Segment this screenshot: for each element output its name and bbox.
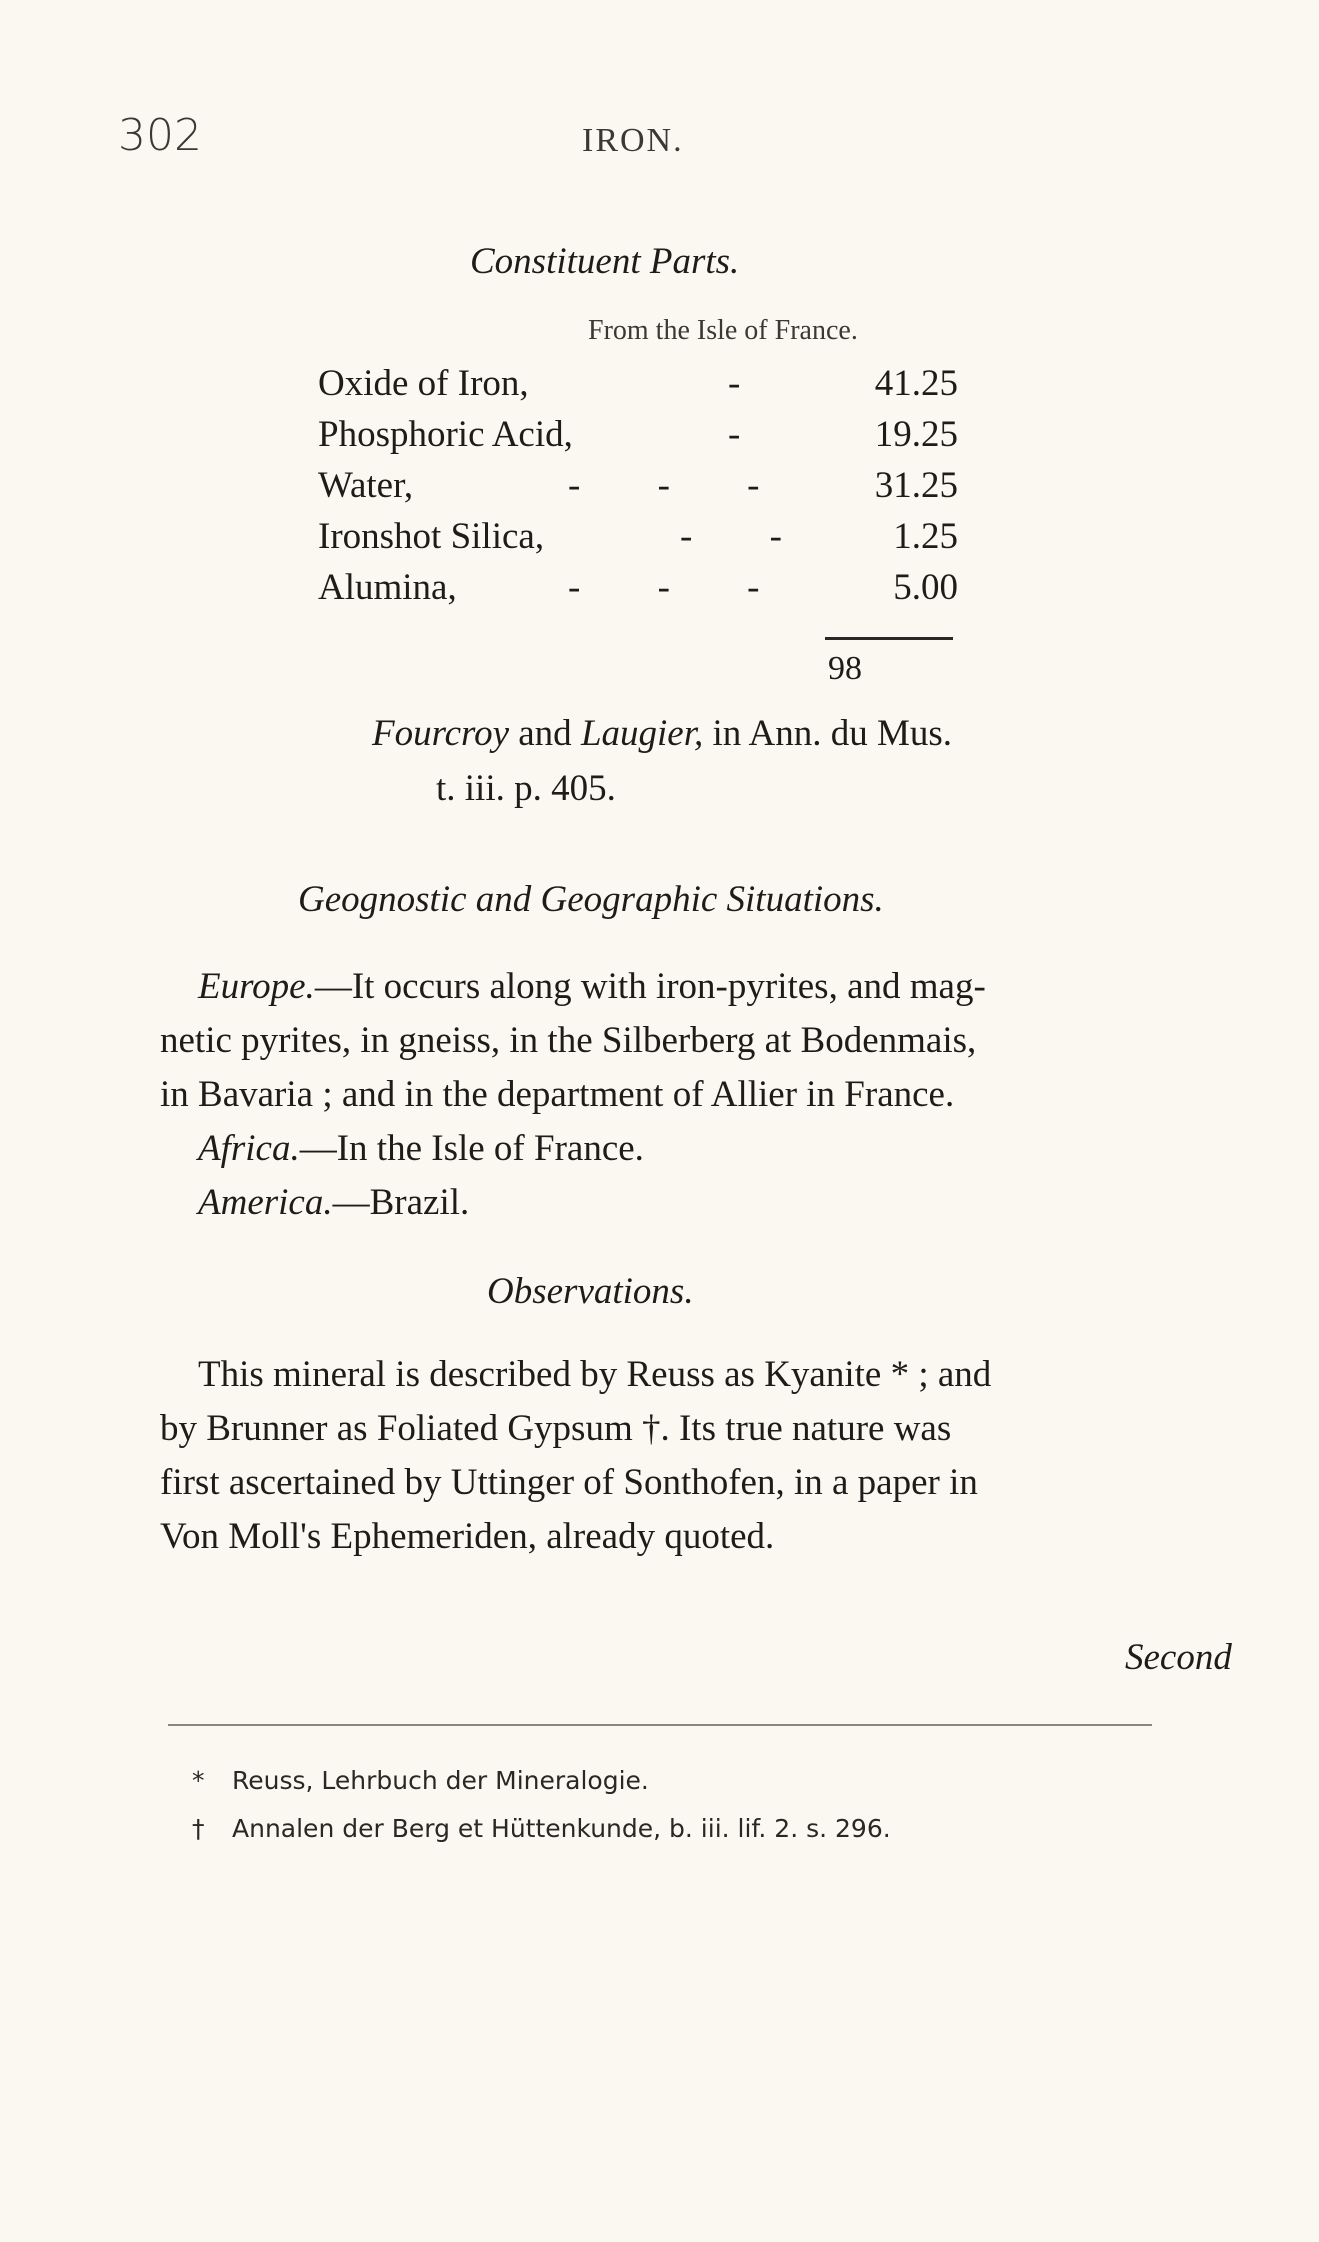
row-dashes-phosphoric-acid: - xyxy=(728,414,775,455)
catchword: Second xyxy=(1125,1637,1232,1678)
observations-line-4: Von Moll's Ephemeriden, already quoted. xyxy=(160,1516,775,1557)
running-title: IRON. xyxy=(582,122,684,159)
observations-line-2: by Brunner as Foliated Gypsum †. Its true nature was xyxy=(160,1408,952,1449)
citation-author-laugier: Laugier, xyxy=(580,713,704,754)
europe-label: Europe. xyxy=(198,966,315,1007)
source-label: From the Isle of France. xyxy=(588,315,858,346)
row-value-ironshot-silica: 1.25 xyxy=(893,516,958,557)
constituent-parts-heading: Constituent Parts. xyxy=(470,241,740,282)
america-label: America. xyxy=(198,1182,333,1223)
citation-and: and xyxy=(509,713,581,754)
row-name-ironshot-silica: Ironshot Silica, xyxy=(318,516,545,557)
row-value-phosphoric-acid: 19.25 xyxy=(874,414,958,455)
africa-label: Africa. xyxy=(198,1128,300,1169)
footnote-mark-asterisk: * xyxy=(192,1766,205,1795)
page-number: 302 xyxy=(118,110,202,161)
row-value-water: 31.25 xyxy=(874,465,958,506)
observations-line-1: This mineral is described by Reuss as Kyanite * ; and xyxy=(198,1354,992,1395)
citation-line-2: t. iii. p. 405. xyxy=(436,768,616,809)
total-value: 98 xyxy=(828,650,862,687)
footnote-2 xyxy=(192,1814,891,1843)
citation-author-fourcroy: Fourcroy xyxy=(372,713,509,754)
citation-journal: in Ann. du Mus. xyxy=(703,713,953,754)
america-text: —Brazil. xyxy=(332,1182,470,1223)
africa-text: —In the Isle of France. xyxy=(299,1128,644,1169)
row-value-oxide-of-iron: 41.25 xyxy=(874,363,958,404)
footnote-rule xyxy=(168,1724,1152,1726)
citation-line-1 xyxy=(372,712,952,755)
observations-heading: Observations. xyxy=(487,1271,694,1312)
sum-rule xyxy=(825,637,953,640)
row-name-phosphoric-acid: Phosphoric Acid, xyxy=(318,414,573,455)
footnote-2-text: Annalen der Berg et Hüttenkunde, b. iii. lif. 2. s. 296. xyxy=(232,1814,891,1843)
europe-line-3: in Bavaria ; and in the department of Allier in France. xyxy=(160,1074,955,1115)
row-dashes-water: - - - xyxy=(568,465,794,506)
row-dashes-oxide-of-iron: - xyxy=(728,363,775,404)
row-name-oxide-of-iron: Oxide of Iron, xyxy=(318,363,529,404)
footnote-1 xyxy=(192,1766,649,1795)
europe-line-1 xyxy=(198,960,986,1014)
america-line xyxy=(198,1176,469,1230)
row-name-alumina: Alumina, xyxy=(318,567,457,608)
observations-line-3: first ascertained by Uttinger of Sonthofen, in a paper in xyxy=(160,1462,978,1503)
europe-line-2: netic pyrites, in gneiss, in the Silberberg at Bodenmais, xyxy=(160,1020,977,1061)
row-name-water: Water, xyxy=(318,465,414,506)
row-dashes-ironshot-silica: - - xyxy=(680,516,816,557)
footnote-mark-dagger: † xyxy=(192,1814,205,1843)
row-dashes-alumina: - - - xyxy=(568,567,794,608)
row-value-alumina: 5.00 xyxy=(893,567,958,608)
geognostic-heading: Geognostic and Geographic Situations. xyxy=(298,879,884,920)
footnote-1-text: Reuss, Lehrbuch der Mineralogie. xyxy=(232,1766,649,1795)
europe-text-1: —It occurs along with iron-pyrites, and mag- xyxy=(314,966,986,1007)
africa-line xyxy=(198,1122,644,1176)
